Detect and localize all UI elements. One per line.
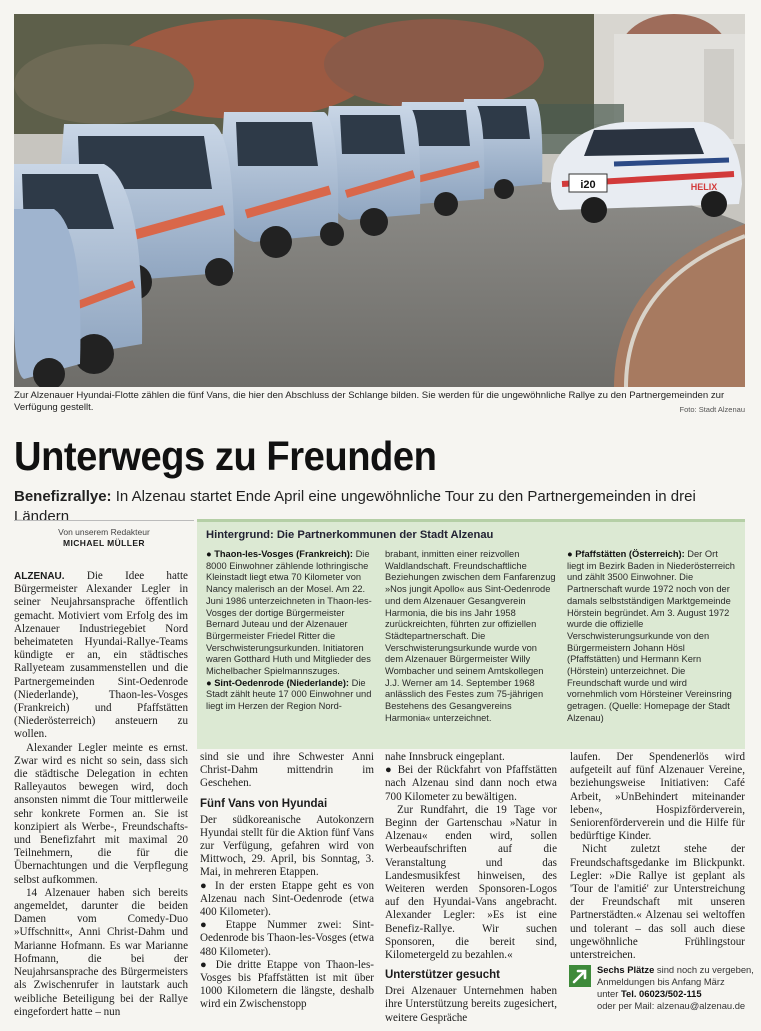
paragraph: nahe Innsbruck eingeplant. xyxy=(385,751,505,763)
background-info-box xyxy=(197,519,745,749)
box-text-sint-oedenrode: Die Stadt zählt heute 17 000 Einwohner und liegt im Herzen der Region Nord- xyxy=(206,677,372,712)
paragraph: 14 Alzenauer haben sich bereits angemeldet, darunter die beiden Damen vom Comedy-Duo »Uffschnitt«, Anni Christ-Dahm und Marianne Hofmann. Es war Marianne Hofmann, die bei der Neujahrsansprache des Bürgermeisters als Zwischenrufer in lautstark auch weibliche Beteiligung bei der Rallye eingefordert hatte – nun xyxy=(14,886,188,1018)
box-column-1 xyxy=(206,549,376,713)
paragraph: Der südkoreanische Autokonzern Hyundai stellt für die Aktion fünf Vans zur Verfügung, gefahren wird von Mittwoch, 29. April, bis Sonntag, 3. Mai, in mehreren Etappen. xyxy=(200,813,374,879)
box-text-thaon: Die 8000 Einwohner zählende lothringische Kleinstadt liegt etwa 70 Kilometer von Nancy malerisch an der Mosel. Am 22. Juni 1986 unterzeichneten in Thaon-les-Vosges der dortige Bürgermeister Bernard Juteau und der Alzenauer Bürgermeister Friedel Ritter die Verschwisterungsurkunden. Initiatoren waren Gotthard Huth und Mitglieder des Michelbacher Spielmannszuges. xyxy=(206,549,372,677)
photo-caption: Zur Alzenauer Hyundai-Flotte zählen die fünf Vans, die hier den Abschluss der Schlange bilden. Sie werden für die ungewöhnliche Rallye zu den Partnergemeinden zur Verfügung gestellt. xyxy=(14,390,725,413)
dateline: ALZENAU. xyxy=(14,571,65,582)
list-item: ● In der ersten Etappe geht es von Alzenau nach Sint-Oedenrode (etwa 400 Kilometer). xyxy=(200,879,374,919)
box-title: Hintergrund: Die Partnerkommunen der Stadt Alzenau xyxy=(206,529,494,541)
list-item: ● Bei der Rückfahrt von Pfaffstätten nach Alzenau sind dann noch etwa 700 Kilometer zu bewältigen. xyxy=(385,764,557,803)
arrow-icon xyxy=(569,965,591,987)
body-column-4 xyxy=(570,751,745,962)
subhead-text: In Alzenau startet Ende April eine ungewöhnliche Tour zu den Partnergemeinden in drei Ländern xyxy=(14,488,696,525)
headline: Unterwegs zu Freunden xyxy=(14,433,437,479)
author-name: MICHAEL MÜLLER xyxy=(63,538,145,548)
box-column-2 xyxy=(385,549,557,725)
paragraph: Zur Rundfahrt, die 19 Tage vor Beginn der Gartenschau »Natur in Alzenau« enden wird, sollen Werbeaufschriften auf die Veranstaltung und das Landesmusikfest hinweisen, des Weiteren werden Sponsoren-Logos auf den Hyundai-Vans angebracht. Alexander Legler: »Es ist eine Benefiz-Rallye. Wir suchen Sponsoren, die bereit sind, Kilometergeld zu bezahlen.« xyxy=(385,803,557,962)
box-text-pfaffstaetten: Der Ort liegt im Bezirk Baden in Niederösterreich und zählt 3500 Einwohner. Die Partnerschaft wurde 1972 noch von der damals selbstständigen Marktgemeinde Hörstein begründet. Am 3. August 1972 wurde die offizielle Verschwisterungsurkunde von den Bürgermeistern Johann Hösl (Pfaffstätten) und Hermann Kern (Hörstein) unterzeichnet. Die Freundschaft wurde und wird vornehmlich vom Hörsteiner Vereinsring getragen. (Quelle: Homepage der Stadt Alzenau) xyxy=(567,549,735,723)
photo-credit: Foto: Stadt Alzenau xyxy=(679,405,745,414)
paragraph: Alexander Legler meinte es ernst. Zwar wird es nicht so sein, dass sich die städtische Delegation in echten Ralleyautos bewegen wird, doch ansonsten nimmt die Tour mittlerweile sehr konkrete Formen an. Sie ist konzipiert als Werbe-, Freundschafts- und Benefizfahrt mit maximal 20 Teilnehmern, die für die Übernachtungen und die Verpflegung selbst aufkommen. xyxy=(14,741,188,886)
box-text-sint-oedenrode-cont: brabant, inmitten einer reizvollen Waldlandschaft. Freundschaftliche Beziehungen zwischen dem Fanfarenzug »Nos jungit Apollo« aus Sint-Oedenrode und dem Alzenauer Gesangverein Harmonia, die bis ins Jahr 1958 zurückreichten, führten zur offiziellen Städtepartnerschaft. Die Verschwisterungsurkunde wurde von dem Alzenauer Bürgermeister Willy Wombacher und seinem Amtskollegen J.J. Werner am 14. September 1968 anlässlich des Festes zum 75-jährigen Bestehens des Gesangvereins Harmonia« unterzeichnet. xyxy=(385,549,556,723)
phone-number[interactable]: Tel. 06023/502-115 xyxy=(620,988,702,999)
paragraph: Drei Alzenauer Unternehmen haben ihre Unterstützung bereits zugesichert, weitere Gespräche xyxy=(385,985,557,1024)
subheading-vans: Fünf Vans von Hyundai xyxy=(200,797,328,810)
registration-text: Sechs Plätze sind noch zu vergeben, Anmeldungen bis Anfang März unter Tel. 06023/502-115 oder per Mail: alzenau@alzenau.de xyxy=(597,964,754,1011)
rally-car-brand: HELIX xyxy=(690,182,718,192)
hyundai-fleet-illustration xyxy=(14,14,745,387)
box-heading-thaon: ● Thaon-les-Vosges (Frankreich): xyxy=(206,549,353,559)
paragraph: laufen. Der Spendenerlös wird aufgeteilt auf fünf Alzenauer Vereine, beziehungsweise Initiativen: Café Arbeit, »UnBehindert miteinander leben«, Hospizförderverein, Seniorenförderverein und die Hilfe für bedürftige Kinder. xyxy=(570,751,745,843)
paragraph: Nicht zuletzt stehe der Freundschaftsgedanke im Blickpunkt. Legler: »Die Rallye ist geplant als 'Tour de l'amitié' zur Unterstreichung der Freundschaft mit unseren Partnerstädten.« Alzenau sei weltoffen und tolerant – das soll auch diese ungewöhnliche Frühlingstour unterstreichen. xyxy=(570,843,745,962)
body-column-1 xyxy=(14,570,188,1019)
seats-label: Sechs Plätze xyxy=(597,964,655,975)
rally-car-number: i20 xyxy=(580,179,596,191)
paragraph: sind sie und ihre Schwester Anni Christ-Dahm mittendrin im Geschehen. xyxy=(200,751,374,790)
box-column-3 xyxy=(567,549,737,725)
body-column-3 xyxy=(385,751,557,1025)
article-photo xyxy=(14,14,745,387)
author-credit xyxy=(14,520,194,549)
body-column-2 xyxy=(200,751,374,1012)
list-item: ● Etappe Nummer zwei: Sint-Oedenrode bis Thaon-les-Vosges (etwa 480 Kilometer). xyxy=(200,919,374,958)
paragraph: ALZENAU. Die Idee hatte Bürgermeister Alexander Legler in seiner Neujahrsansprache öffentlich gemacht. Motiviert vom Erfolg des im Alzenauer Industriegebiet Nord beheimateten Hyundai-Rallye-Teams kündigte er an, ein städtisches Rallyeteam zusammenstellen und die Partnergemeinden Sint-Oedenrode (Niederlande), Thaon-les-Vosges (Frankreich) und Pfaffstätten (Niederösterreich) ansteuern zu wollen. xyxy=(14,570,188,741)
subhead-label: Benefizrallye: xyxy=(14,488,112,505)
subheading-supporters: Unterstützer gesucht xyxy=(385,969,501,982)
box-heading-pfaffstaetten: ● Pfaffstätten (Österreich): xyxy=(567,549,685,559)
email-line[interactable]: oder per Mail: alzenau@alzenau.de xyxy=(597,1000,746,1011)
author-by: Von unserem Redakteur xyxy=(58,527,150,537)
box-heading-sint-oedenrode: ● Sint-Oedenrode (Niederlande): xyxy=(206,677,350,688)
list-item: ● Die dritte Etappe von Thaon-les-Vosges bis Pfaffstätten ist mit über 1000 Kilometern die längste, deshalb wird ein Zwischenstopp xyxy=(200,958,374,1011)
